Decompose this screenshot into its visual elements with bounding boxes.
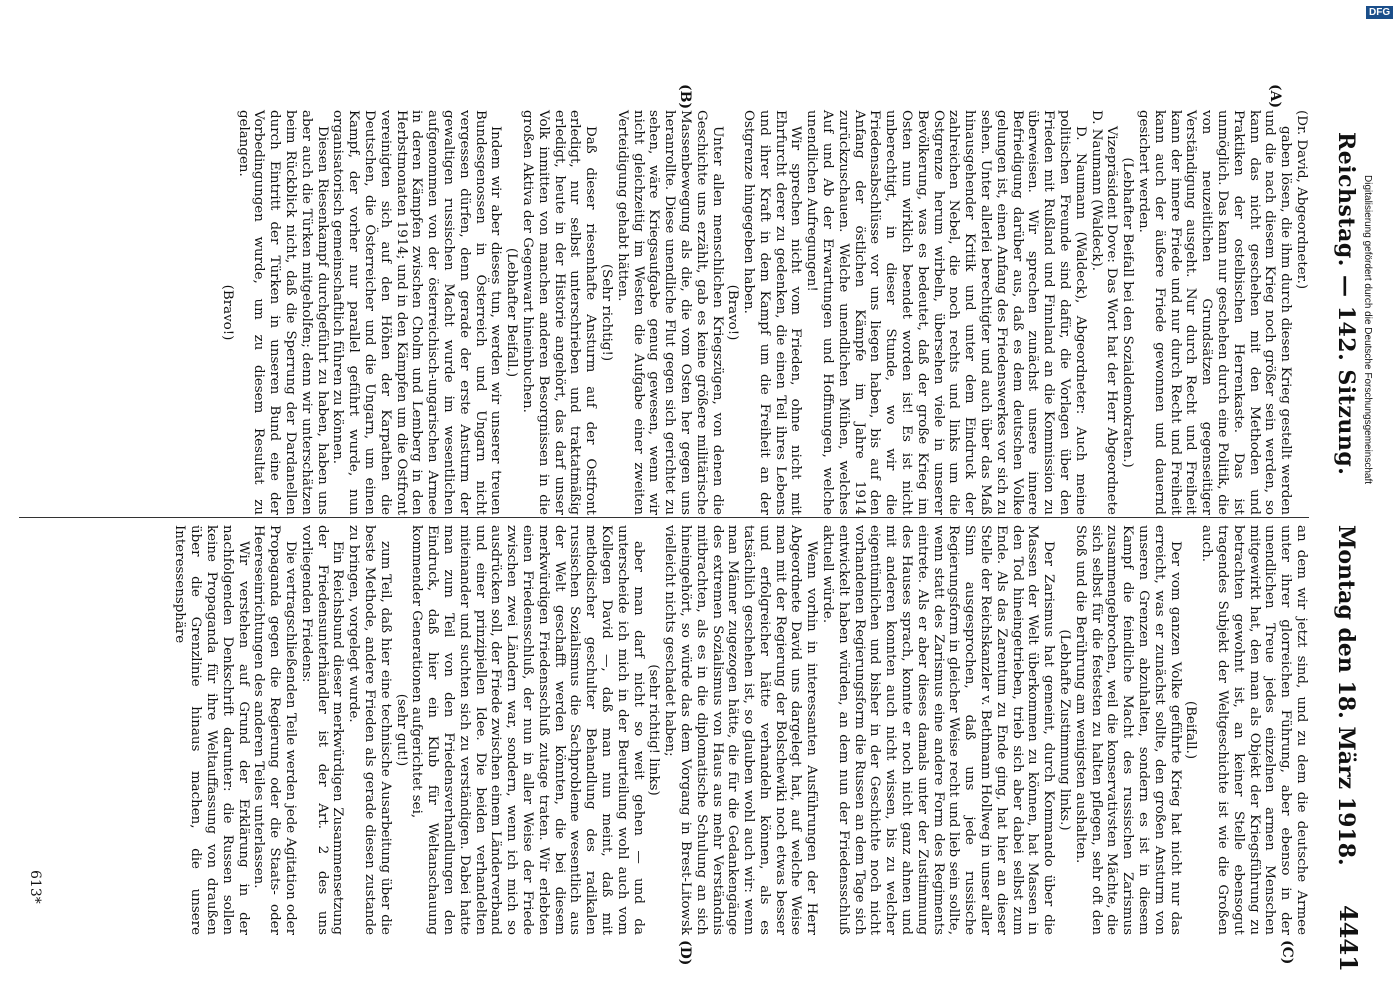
column-divider — [19, 517, 1309, 518]
marker-d: (D) — [677, 940, 693, 966]
digitization-credit: Digitalisierung gefördert durch die Deutsche Forschungsgemeinschaft — [1362, 175, 1373, 485]
header-session: Reichstag. — 142. Sitzung. — [1333, 132, 1359, 476]
left-column-paragraph: (Lebhafter Beifall.) — [504, 247, 520, 378]
marker-b: (B) — [677, 84, 693, 110]
left-column-paragraph: Indem wir aber dieses tun, werden wir unserer treuen Bundesgenossen in Österreich und Ungarn nicht vergessen dürfen, denn gerade der erste Ansturm der gewaltigen russischen Macht wurde im wesentlichen aufgenommen von der österreichisch-ungarischen Armee in deren Kämpfen zwischen Cholm und Lemberg in den Herbstmonaten 1914; und in den Kämpfen um die Ostfront vereinigten sich auf den Höhen der Karpathen die Deutschen, die Österreicher und die Ungarn, um einen Kampf, der vorher nur parallel geführt wurde, nun organisatorisch gemeinschaftlich führen zu können. — [330, 110, 504, 515]
dfg-logo: DFG — [1366, 6, 1393, 19]
header-page-number: 4441 — [1334, 905, 1363, 972]
right-column-paragraph: (Lebhafte Zustimmung links.) — [1057, 629, 1073, 831]
right-column-paragraph: Wenn vorhin in interessanten Ausführungen der Herr Abgeordnete David uns dargelegt hat, auf welche Weise man mit der Regierung der Bolschewiki noch etwas besser und erfolgreicher hätte verhandeln können, als es tatsächlich geschehen ist, so glauben wohl auch wir: wenn man Männer zugezogen hätte, die für die Gedankengänge des extremen Sozialismus von Haus aus mehr Verständnis mitbrachten, als es in die diplomatische Schulung an sich hineingehört, so würde das dem Vorgang in Brest-Litowsk vielleicht nichts geschadet haben; — [662, 525, 820, 935]
left-column-paragraph: Daß dieser riesenhafte Ansturm auf der Ostfront erledigt, nur selbst unterschrieben und traktatmäßig erledigt, heute in der Historie angehört, das darf unser Volk inmitten von manchen anderen Besorgnissen in die großen Aktiva der Gegenwart hineinbuchen. — [519, 110, 599, 515]
right-column-paragraph: an dem wir jetzt sind, und zu dem die deutsche Armee unter ihrer glorreichen Führung, aber ebenso in der unendlichen Treue jedes einzelnen armen Menschen mitgewirkt hat, den man als Objekt der Kriegsführung zu betrachten gewohnt ist, an keiner Stelle ebensogut tragendes Subjekt der Weltgeschichte ist wie die Großen auch. — [1199, 525, 1309, 935]
left-column-paragraph: Wir sprechen nicht vom Frieden, ohne nicht mit Ehrfurcht derer zu gedenken, die einen Teil ihres Lebens und ihrer Kraft in dem Kampf um die Freiheit an der Ostgrenze hingegeben haben. — [741, 110, 804, 515]
header-date: Montag den 18. März 1918. — [1333, 525, 1359, 866]
marker-a: (A) — [1267, 84, 1283, 109]
right-column-paragraph: Ein Reichsbund dieser merkwürdigen Zusammensetzung der Friedensunterhändler ist der Art. 2 des uns vorliegenden Friedens: — [298, 525, 346, 935]
left-column-paragraph: (Dr. David, Abgeordneter.) — [1294, 110, 1309, 290]
left-column-paragraph: (Lebhafter Beifall bei den Sozialdemokraten.) — [1120, 157, 1136, 468]
right-column-paragraph: aber man darf nicht so weit gehen — und da unterscheide ich mich in der Beurteilung wohl auch vom Kollegen David —, daß man nun meint, daß mit methodischer geschulter Behandlung des radikalen russischen Sozialismus die Sachprobleme wesentlich aus der Welt geschafft werden könnten, die bei diesem merkwürdigen Friedensschluß zutage traten. Wir erlebten einen Friedensschluß, der nun in aller Weise der Friede zwischen zwei Ländern war, sondern, wenn ich mich so ausdrücken soll, der Friede zwischen einem Länderverband und einer prinzipiellen Idee. Die beiden verhandelten miteinander und suchten sich zu verständigen. Dabei hatte man zum Teil von den Friedensverhandlungen den Eindruck, daß hier ein Klub für Weltanschauung kommender Generationen aufgerichtet sei, — [409, 525, 646, 935]
text-column-left — [219, 110, 1309, 515]
left-column-paragraph: gaben lösen, die ihm durch diesen Krieg gestellt werden und die nach diesem Krieg noch größer sein werden, so kann das nicht geschehen mit den Methoden und Praktiken der ostelbischen Herrenkaste. Das ist unmöglich. Das kann nur geschehen durch eine Politik, die von neuzeitlichen Grundsätzen gegenseitiger Verständigung ausgeht. Nur durch Recht und Freiheit kann der innere Friede und nur durch Recht und Freiheit kann auch der äußere Friede gewonnen und dauernd gesichert werden. — [1136, 110, 1294, 515]
right-column-paragraph: Der Zarismus hat gemeint, durch Kommando über die Massen der Welt überkommen zu können, hat Massen in den Tod hineingetrieben, trieb sich aber dabei selbst zum Ende. Als das Zarentum zu Ende ging, hat hier an dieser Stelle der Reichskanzler v. Bethmann Hollweg in unser aller Sinn ausgesprochen, daß uns jede russische Regierungsform in gleicher Weise recht und lieb sein sollte, wenn statt des Zarismus eine andere Form des Regiments eintrete. Als er aber dieses damals unter der Zustimmung des Hauses sprach, konnte er noch nicht ganz ahnen und mit anderen konnten auch nicht wissen, bis zu welcher eigentümlichen und bisher in der Geschichte noch nicht vorhandenen Regierungsform die Russen an dem Tage sich entwickelt haben würden, an dem nun der Friedensschluß aktuell würde. — [820, 525, 1057, 936]
left-column-paragraph: Vizepräsident Dove: Das Wort hat der Herr Abgeordnete D. Naumann (Waldeck). — [1088, 110, 1120, 515]
text-column-right — [172, 525, 1309, 935]
right-column-paragraph: (sehr gut!) — [393, 693, 409, 767]
right-column-paragraph: (Beifall.) — [1183, 700, 1199, 760]
right-column-paragraph: (sehr richtig! links) — [646, 664, 662, 796]
left-column-paragraph: (Bravo!) — [725, 284, 741, 341]
left-column-paragraph: (Bravo!) — [219, 284, 235, 341]
right-column-paragraph: Die vertragschließenden Teile werden jede Agitation oder Propaganda gegen die Regierung oder die Staats- oder Heereseinrichtungen des anderen Teiles unterlassen. — [251, 525, 298, 935]
right-column-paragraph: Der vom ganzen Volke geführte Krieg hat nicht nur das erreicht, was er zunächst sollte, den großen Ansturm von unseren Grenzen abzuhalten, sondern es ist in diesem Kampf die feindliche Macht des russischen Zarismus zusammengebrochen, weil die konservativsten Mächte, die sich selbst für die festesten zu halten pflegen, sehr oft den Stoß und die Berührung am wenigsten aushalten. — [1072, 525, 1183, 935]
left-column-paragraph: (Sehr richtig!) — [598, 263, 614, 362]
signature-mark: 613* — [27, 870, 43, 904]
page-header — [1323, 0, 1383, 1000]
marker-c: (C) — [1279, 940, 1295, 965]
left-column-paragraph: Unter allen menschlichen Kriegszügen, von denen die Geschichte uns erzählt, gab es keine größere militärische Massenbewegung als die, die vom Osten her gegen uns heranrollte. Diese unendliche Flut gegen sich gerichtet zu sehen, wäre Kriegsaufgabe genug gewesen, wenn wir nicht gleichzeitig im Westen die Aufgabe einer zweiten Verteidigung gehabt hätten. — [614, 110, 725, 515]
right-column-paragraph: Wir verstehen auf Grund der Erklärung in der nachfolgenden Denkschrift darunter: die Russen sollen keine Propaganda für ihre Weltauffassung von draußen über die Grenzlinie hinaus machen, die unsere Interessensphäre — [172, 525, 251, 935]
right-column-paragraph: zum Teil, daß hier eine technische Ausarbeitung über die beste Methode, andere Frieden als gerade diesen zustande zu bringen, vorgelegt wurde. — [346, 525, 393, 935]
left-column-paragraph: Diesen Riesenkampf durchgeführt zu haben, haben uns aber auch die Türken mitgeholfen; denn wir unterschätzen beim Rückblick nicht, daß die Sperrung der Dardanellen durch Eintritt der Türken in unseren Bund eine der Vorbedingungen wurde, um zu diesem Resultat zu gelangen. — [235, 110, 330, 515]
left-column-paragraph: D. Naumann (Waldeck), Abgeordneter: Auch meine politischen Freunde sind dafür, die Vorlagen über den Frieden mit Rußland und Finnland an die Kommission zu überweisen. Wir sprechen zunächst unsere innere Befriedigung darüber aus, daß es dem deutschen Volke gelungen ist, einen Anfang des Friedenswerkes vor sich zu sehen. Unter allerlei berechtigter und auch über das Maß hinausgehender Kritik und unter dem Eindruck der zahlreichen Nebel, die noch rechts und links um die Ostgrenze herum wirbeln, übersehen viele in unserer Bevölkerung, was es bedeutet, daß der große Krieg im Osten nun wirklich beendet worden ist! Es ist nicht unberechtigt, in dieser Stunde, wo wir die Friedensabschlüsse vor uns liegen haben, bis auf den Anfang der östlichen Kämpfe im Jahre 1914 zurückzuschauen. Welche unendlichen Mühen, welches Auf und Ab der Erwartungen und Hoffnungen, welche unendlichen Aufregungen! — [804, 110, 1088, 515]
